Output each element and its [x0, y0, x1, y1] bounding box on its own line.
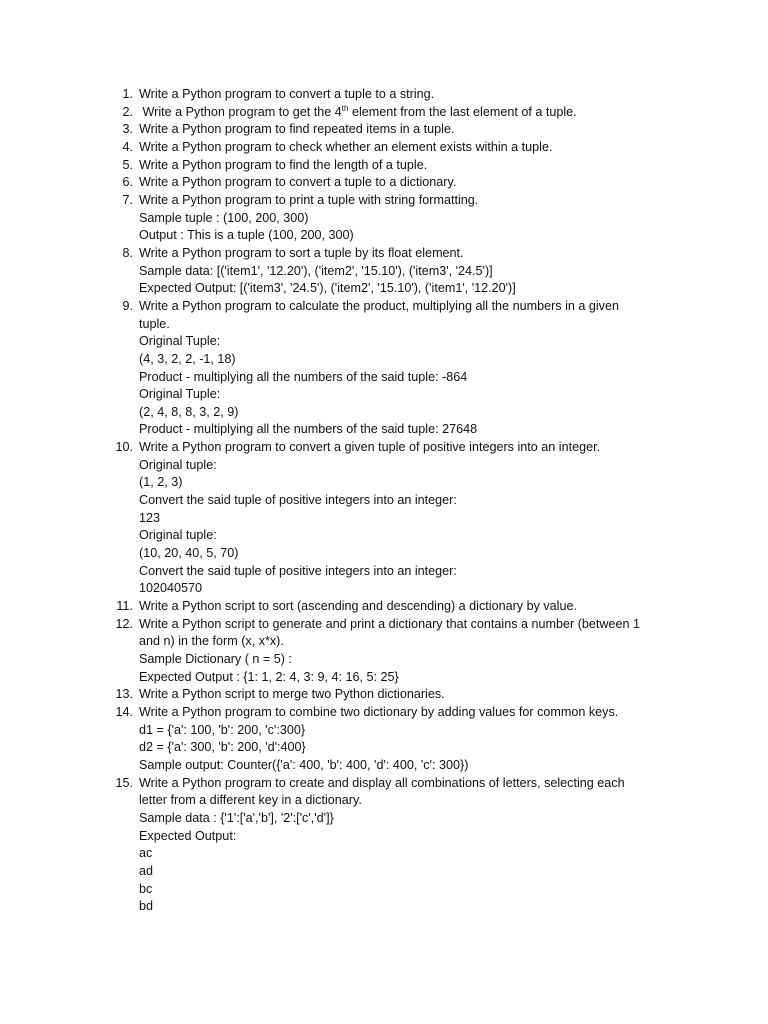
exercise-number: 12.	[115, 616, 133, 631]
exercise-detail-line: ad	[139, 863, 154, 878]
exercise-number: 8.	[122, 245, 133, 260]
exercise-number: 1.	[122, 87, 133, 101]
exercise-detail-line: Sample data: [('item1', '12.20'), ('item2', '15.10'), ('item3', '24.5')]	[139, 263, 493, 278]
exercise-detail-line: 102040570	[139, 581, 203, 596]
exercise-detail-line: Original Tuple:	[139, 387, 221, 402]
exercise-text: Write a Python program to convert a given tuple of positive integers into an integer.	[139, 440, 601, 455]
exercise-text-part: element from the last element of a tuple.	[348, 104, 577, 119]
exercise-detail-line: d2 = {'a': 300, 'b': 200, 'd':400}	[139, 740, 306, 755]
exercise-detail-line: Sample tuple : (100, 200, 300)	[139, 210, 309, 225]
exercise-detail-line: Original Tuple:	[139, 334, 221, 349]
exercise-number: 2.	[122, 104, 133, 119]
exercise-item-10	[110, 439, 680, 598]
exercise-detail-line: Original tuple:	[139, 457, 217, 472]
exercise-number: 4.	[122, 139, 133, 154]
exercise-detail-line: Product - multiplying all the numbers of the said tuple: 27648	[139, 422, 478, 437]
exercise-text: Write a Python program to check whether an element exists within a tuple.	[139, 139, 553, 154]
exercise-item-7	[110, 192, 680, 245]
exercise-detail-line: Sample Dictionary ( n = 5) :	[139, 652, 292, 666]
exercise-detail-line: Sample data : {'1':['a','b'], '2':['c','d']}	[139, 810, 334, 825]
exercise-detail-line: Output : This is a tuple (100, 200, 300)	[139, 228, 354, 243]
exercise-detail-line: letter from a different key in a dictionary.	[139, 793, 362, 808]
exercise-item-3	[110, 121, 680, 139]
exercise-detail-line: 123	[139, 510, 161, 525]
exercise-list	[110, 86, 680, 916]
exercise-detail-line: Convert the said tuple of positive integers into an integer:	[139, 493, 457, 508]
exercise-text	[139, 104, 680, 122]
exercise-detail-line: Sample output: Counter({'a': 400, 'b': 400, 'd': 400, 'c': 300})	[139, 757, 469, 772]
exercise-text: Write a Python program to calculate the product, multiplying all the numbers in a given	[139, 298, 619, 313]
exercise-number: 15.	[115, 775, 133, 790]
exercise-text: Write a Python script to merge two Python dictionaries.	[139, 687, 445, 702]
exercise-detail-line: (2, 4, 8, 8, 3, 2, 9)	[139, 404, 239, 419]
exercise-item-9	[110, 298, 680, 439]
exercise-detail-line: (10, 20, 40, 5, 70)	[139, 546, 239, 561]
exercise-item-11	[110, 598, 680, 616]
exercise-text: Write a Python program to create and display all combinations of letters, selecting each	[139, 775, 625, 790]
exercise-item-1	[110, 86, 680, 104]
exercise-item-5	[110, 157, 680, 175]
exercise-text: Write a Python program to print a tuple with string formatting.	[139, 192, 479, 207]
exercise-detail-line: (4, 3, 2, 2, -1, 18)	[139, 351, 236, 366]
exercise-item-15	[110, 775, 680, 916]
exercise-text: Write a Python program to combine two dictionary by adding values for common keys.	[139, 704, 619, 719]
exercise-detail-line: Expected Output: [('item3', '24.5'), ('item2', '15.10'), ('item1', '12.20')]	[139, 281, 516, 296]
exercise-text: Write a Python program to convert a tuple to a dictionary.	[139, 175, 457, 190]
exercise-detail-line: Expected Output:	[139, 828, 237, 843]
exercise-detail-line: bc	[139, 881, 153, 896]
exercise-text-part: Write a Python program to get the 4	[139, 104, 342, 119]
exercise-item-13	[110, 686, 680, 704]
exercise-number: 10.	[115, 440, 133, 455]
exercise-number: 3.	[122, 122, 133, 137]
exercise-detail-line: and n) in the form (x, x*x).	[139, 634, 284, 649]
exercise-number: 13.	[115, 687, 133, 702]
ordinal-superscript: th	[341, 103, 349, 113]
exercise-item-12	[110, 616, 680, 687]
exercise-text: Write a Python script to sort (ascending and descending) a dictionary by value.	[139, 599, 577, 614]
exercise-detail-line: bd	[139, 899, 154, 914]
exercise-text: Write a Python program to sort a tuple by its float element.	[139, 245, 464, 260]
exercise-text: Write a Python program to convert a tuple to a string.	[139, 87, 435, 101]
exercise-detail-line: Product - multiplying all the numbers of the said tuple: -864	[139, 369, 468, 384]
exercise-number: 9.	[122, 298, 133, 313]
exercise-item-4	[110, 139, 680, 157]
exercise-number: 6.	[122, 175, 133, 190]
exercise-number: 7.	[122, 192, 133, 207]
exercise-item-14	[110, 704, 680, 775]
exercise-number: 14.	[115, 704, 133, 719]
exercise-detail-line: d1 = {'a': 100, 'b': 200, 'c':300}	[139, 722, 306, 737]
exercise-item-8	[110, 245, 680, 298]
exercise-item-6	[110, 174, 680, 192]
exercise-detail-line: (1, 2, 3)	[139, 475, 183, 490]
exercise-text: Write a Python program to find the length of a tuple.	[139, 157, 428, 172]
exercise-number: 11.	[116, 599, 133, 614]
exercise-detail-line: tuple.	[139, 316, 170, 331]
exercise-number: 5.	[122, 157, 133, 172]
exercise-item-2	[110, 104, 680, 122]
exercise-detail-line: Expected Output : {1: 1, 2: 4, 3: 9, 4: 16, 5: 25}	[139, 669, 399, 684]
exercise-text: Write a Python script to generate and print a dictionary that contains a number (between 1	[139, 616, 641, 631]
exercise-detail-line: ac	[139, 846, 153, 861]
exercise-text: Write a Python program to find repeated items in a tuple.	[139, 122, 455, 137]
exercise-detail-line: Convert the said tuple of positive integers into an integer:	[139, 563, 457, 578]
exercise-detail-line: Original tuple:	[139, 528, 217, 543]
